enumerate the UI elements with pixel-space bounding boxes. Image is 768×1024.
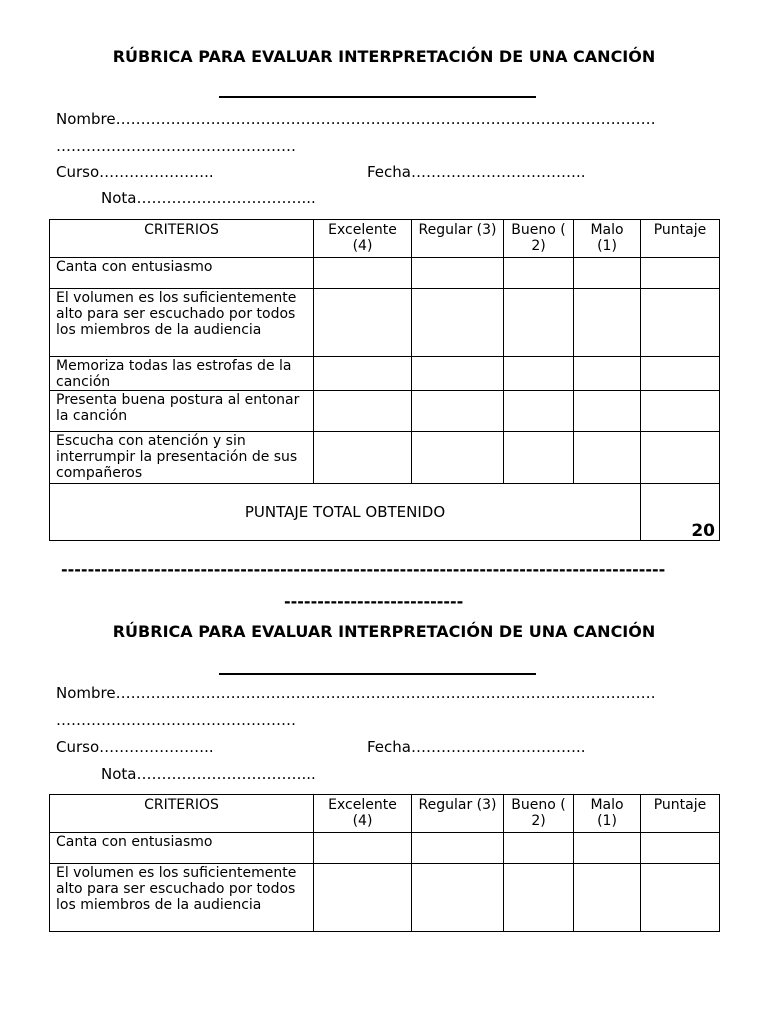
score-cell[interactable] <box>314 289 412 357</box>
header-row <box>50 795 720 833</box>
header-puntaje: Puntaje <box>641 795 720 833</box>
header-criterios: CRITERIOS <box>50 795 314 833</box>
score-cell[interactable] <box>504 357 574 391</box>
title-underline <box>219 673 536 675</box>
total-value: 20 <box>641 484 720 541</box>
score-cell[interactable] <box>574 357 641 391</box>
points-cell[interactable] <box>641 833 720 864</box>
rubric-1-title: RÚBRICA PARA EVALUAR INTERPRETACIÓN DE UNA CANCIÓN <box>112 47 656 66</box>
criterion-label: Memoriza todas las estrofas de la canción <box>50 357 314 391</box>
header-malo: Malo (1) <box>574 795 641 833</box>
criterion-label: Canta con entusiasmo <box>50 258 314 289</box>
header-malo: Malo (1) <box>574 220 641 258</box>
header-excelente: Excelente (4) <box>314 795 412 833</box>
name-field[interactable]: Nombre……………………………………………………………………………………………… <box>56 110 656 128</box>
course-field[interactable]: Curso………………….. <box>56 163 214 181</box>
score-cell[interactable] <box>314 357 412 391</box>
name-field-continuation[interactable]: ………………………………………… <box>56 137 296 155</box>
score-cell[interactable] <box>314 833 412 864</box>
score-cell[interactable] <box>412 833 504 864</box>
score-cell[interactable] <box>504 258 574 289</box>
table-row <box>50 258 720 289</box>
points-cell[interactable] <box>641 357 720 391</box>
score-cell[interactable] <box>504 289 574 357</box>
date-field[interactable]: Fecha…………………………….. <box>367 738 586 756</box>
points-cell[interactable] <box>641 864 720 932</box>
score-cell[interactable] <box>574 833 641 864</box>
rubric-2-table <box>49 794 720 932</box>
table-row <box>50 864 720 932</box>
criterion-label: El volumen es los suficientemente alto para ser escuchado por todos los miembros de la audiencia <box>50 289 314 357</box>
course-field[interactable]: Curso………………….. <box>56 738 214 756</box>
grade-field[interactable]: Nota……………………………... <box>101 189 316 207</box>
table-row <box>50 391 720 432</box>
score-cell[interactable] <box>574 391 641 432</box>
score-cell[interactable] <box>412 391 504 432</box>
points-cell[interactable] <box>641 289 720 357</box>
rubric-2-title: RÚBRICA PARA EVALUAR INTERPRETACIÓN DE UNA CANCIÓN <box>112 622 656 641</box>
score-cell[interactable] <box>574 289 641 357</box>
score-cell[interactable] <box>574 432 641 484</box>
score-cell[interactable] <box>504 432 574 484</box>
date-field[interactable]: Fecha…………………………….. <box>367 163 586 181</box>
points-cell[interactable] <box>641 391 720 432</box>
cut-line-continuation: --------------------------- <box>284 592 464 611</box>
criterion-label: Escucha con atención y sin interrumpir la presentación de sus compañeros <box>50 432 314 484</box>
points-cell[interactable] <box>641 432 720 484</box>
score-cell[interactable] <box>574 258 641 289</box>
score-cell[interactable] <box>314 864 412 932</box>
score-cell[interactable] <box>412 432 504 484</box>
total-row <box>50 484 720 541</box>
title-underline <box>219 96 536 98</box>
header-regular: Regular (3) <box>412 220 504 258</box>
rubric-1-table <box>49 219 720 541</box>
header-row <box>50 220 720 258</box>
score-cell[interactable] <box>412 357 504 391</box>
score-cell[interactable] <box>412 258 504 289</box>
table-row <box>50 432 720 484</box>
score-cell[interactable] <box>314 258 412 289</box>
criterion-label: Canta con entusiasmo <box>50 833 314 864</box>
score-cell[interactable] <box>574 864 641 932</box>
cut-line: ------------------------------------------------------------------------------------------- <box>61 560 666 579</box>
header-criterios: CRITERIOS <box>50 220 314 258</box>
table-row <box>50 833 720 864</box>
header-bueno: Bueno ( 2) <box>504 220 574 258</box>
header-puntaje: Puntaje <box>641 220 720 258</box>
name-field[interactable]: Nombre……………………………………………………………………………………………… <box>56 684 656 702</box>
score-cell[interactable] <box>412 864 504 932</box>
total-label: PUNTAJE TOTAL OBTENIDO <box>50 484 641 541</box>
score-cell[interactable] <box>412 289 504 357</box>
table-row <box>50 357 720 391</box>
score-cell[interactable] <box>504 391 574 432</box>
score-cell[interactable] <box>314 391 412 432</box>
header-excelente: Excelente (4) <box>314 220 412 258</box>
name-field-continuation[interactable]: ………………………………………… <box>56 711 296 729</box>
table-row <box>50 289 720 357</box>
score-cell[interactable] <box>504 833 574 864</box>
criterion-label: El volumen es los suficientemente alto para ser escuchado por todos los miembros de la audiencia <box>50 864 314 932</box>
score-cell[interactable] <box>314 432 412 484</box>
grade-field[interactable]: Nota……………………………... <box>101 765 316 783</box>
header-bueno: Bueno ( 2) <box>504 795 574 833</box>
header-regular: Regular (3) <box>412 795 504 833</box>
score-cell[interactable] <box>504 864 574 932</box>
points-cell[interactable] <box>641 258 720 289</box>
criterion-label: Presenta buena postura al entonar la canción <box>50 391 314 432</box>
